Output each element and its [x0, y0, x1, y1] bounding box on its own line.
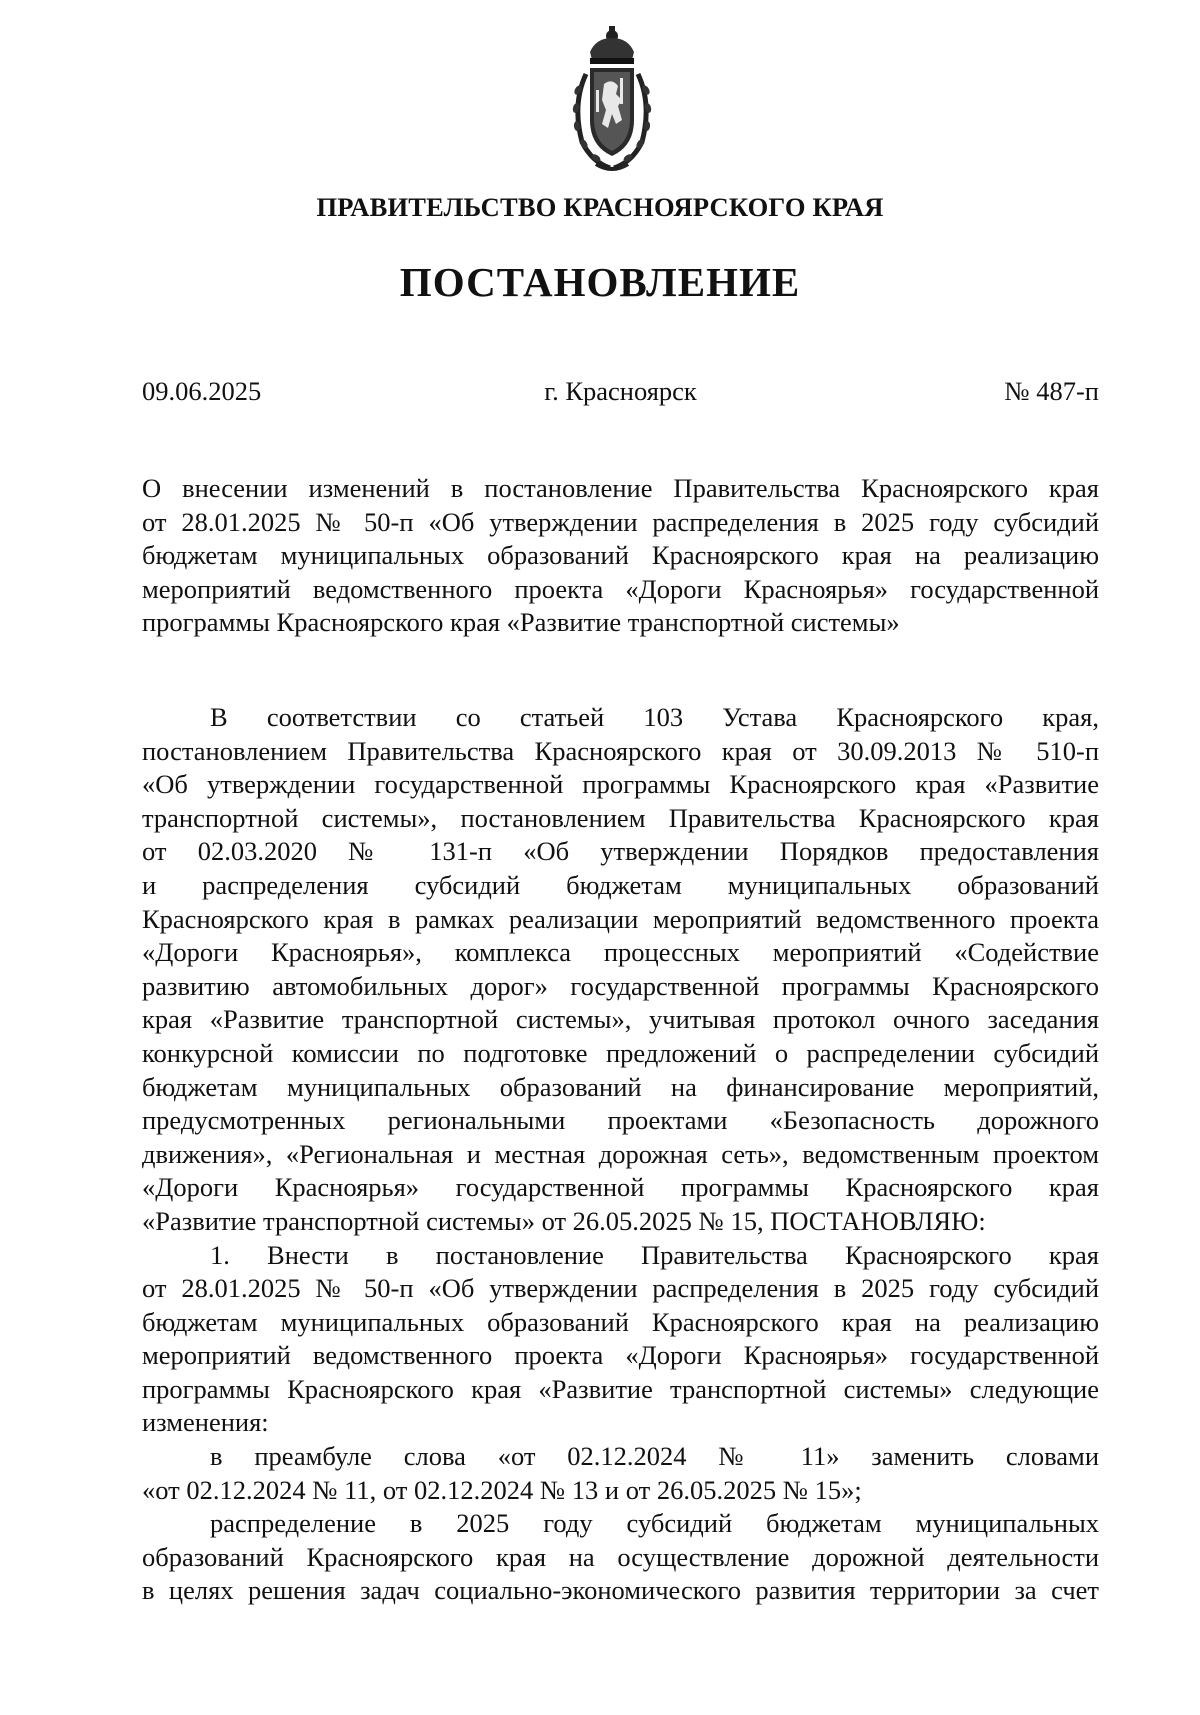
body-line: бюджетам муниципальных образований Красноярского края на реализацию	[142, 1306, 1099, 1337]
body-line: конкурсной комиссии по подготовке предложений о распределении субсидий	[142, 1037, 1099, 1068]
coat-of-arms-icon	[566, 24, 658, 172]
body-line: распределение в 2025 году субсидий бюджетам муниципальных	[210, 1508, 1099, 1539]
body-line: В соответствии со статьей 103 Устава Красноярского края,	[210, 702, 1099, 732]
body-line: от 02.03.2020 № 131-п «Об утверждении Порядков предоставления	[142, 836, 1099, 867]
body-line: программы Красноярского края «Развитие транспортной системы» следующие	[142, 1373, 1099, 1404]
subject-line: программы Красноярского края «Развитие транспортной системы»	[142, 607, 900, 638]
body-line: и распределения субсидий бюджетам муниципальных образований	[142, 869, 1099, 900]
subject-line: О внесении изменений в постановление Правительства Красноярского края	[142, 473, 1099, 503]
body-line: изменения:	[142, 1407, 269, 1438]
subject-line: бюджетам муниципальных образований Красноярского края на реализацию	[142, 540, 1099, 571]
body-line: образований Красноярского края на осуществление дорожной деятельности	[142, 1541, 1099, 1572]
body-line: постановлением Правительства Красноярского края от 30.09.2013 № 510-п	[142, 735, 1099, 766]
document-body	[142, 701, 1099, 1608]
body-line: развитию автомобильных дорог» государственной программы Красноярского	[142, 970, 1099, 1001]
document-meta-row	[142, 376, 1099, 412]
body-line: «Дороги Красноярья», комплекса процессных мероприятий «Содействие	[142, 937, 1099, 968]
document-date: 09.06.2025	[142, 376, 262, 406]
document-number: № 487-п	[1004, 376, 1099, 406]
body-line: предусмотренных региональными проектами «Безопасность дорожного	[142, 1105, 1099, 1136]
document-type-title: ПОСТАНОВЛЕНИЕ	[399, 259, 801, 305]
body-line: мероприятий ведомственного проекта «Дороги Красноярья» государственной	[142, 1340, 1099, 1371]
body-line: «от 02.12.2024 № 11, от 02.12.2024 № 13 и от 26.05.2025 № 15»;	[142, 1474, 862, 1505]
body-line: 1. Внести в постановление Правительства Красноярского края	[210, 1239, 1099, 1270]
body-line: в преамбуле слова «от 02.12.2024 № 11» заменить словами	[210, 1441, 1099, 1472]
body-line: края «Развитие транспортной системы», учитывая протокол очного заседания	[142, 1004, 1099, 1035]
body-line: Красноярского края в рамках реализации мероприятий ведомственного проекта	[142, 903, 1099, 934]
subject-line: от 28.01.2025 № 50-п «Об утверждении распределения в 2025 году субсидий	[142, 506, 1099, 537]
body-line: «Дороги Красноярья» государственной программы Красноярского края	[142, 1172, 1099, 1203]
organization-title: ПРАВИТЕЛЬСТВО КРАСНОЯРСКОГО КРАЯ	[316, 192, 884, 222]
body-line: транспортной системы», постановлением Правительства Красноярского края	[142, 802, 1099, 833]
subject-line: мероприятий ведомственного проекта «Дороги Красноярья» государственной	[142, 573, 1099, 604]
document-subject	[142, 472, 1099, 640]
body-line: бюджетам муниципальных образований на финансирование мероприятий,	[142, 1071, 1099, 1102]
body-line: в целях решения задач социально-экономического развития территории за счет	[142, 1575, 1099, 1606]
body-line: движения», «Региональная и местная дорожная сеть», ведомственным проектом	[142, 1138, 1099, 1169]
body-line: от 28.01.2025 № 50-п «Об утверждении распределения в 2025 году субсидий	[142, 1273, 1099, 1304]
document-city: г. Красноярск	[544, 376, 697, 406]
body-line: «Об утверждении государственной программы Красноярского края «Развитие	[142, 769, 1099, 800]
body-line: «Развитие транспортной системы» от 26.05.2025 № 15, ПОСТАНОВЛЯЮ:	[142, 1205, 986, 1236]
